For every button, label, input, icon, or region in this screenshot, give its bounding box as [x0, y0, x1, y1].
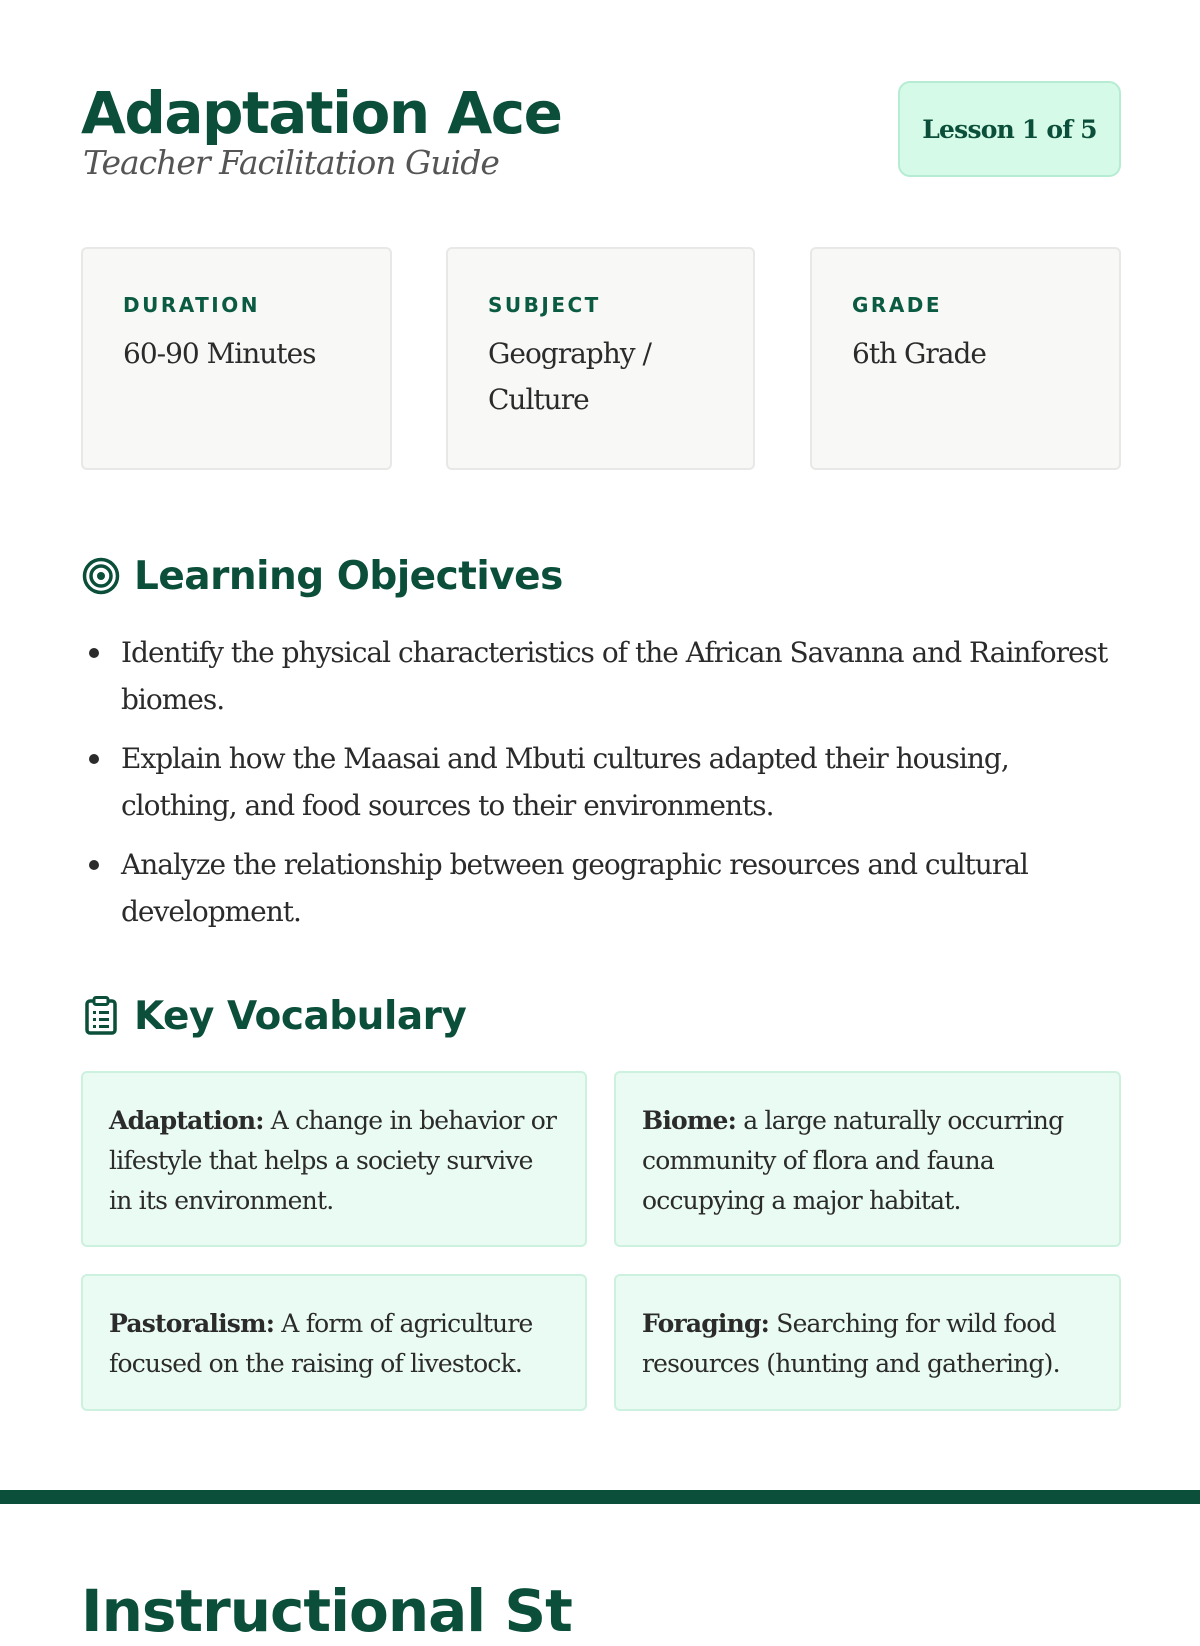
vocab-term: Adaptation: — [109, 1106, 264, 1135]
grade-value: 6th Grade — [852, 337, 986, 370]
target-icon — [81, 556, 121, 596]
grade-card — [810, 247, 1121, 470]
vocabulary-heading — [81, 988, 466, 1044]
page-title: Adaptation Ace — [81, 79, 562, 147]
vocab-card-biome — [614, 1071, 1121, 1247]
vocab-card-foraging — [614, 1274, 1121, 1411]
page-header — [81, 78, 1121, 198]
page-subtitle: Teacher Facilitation Guide — [83, 143, 499, 182]
grade-label: GRADE — [852, 293, 943, 317]
vocab-definition: Searching for wild food resources (hunting and gathering). — [642, 1309, 1060, 1378]
subject-label: SUBJECT — [488, 293, 601, 317]
subject-value: Geography / Culture — [488, 337, 651, 416]
objectives-title: Learning Objectives — [134, 553, 563, 599]
vocab-card-pastoralism — [81, 1274, 587, 1411]
vocabulary-title: Key Vocabulary — [134, 993, 467, 1039]
list-item — [81, 629, 1121, 723]
objective-text: Identify the physical characteristics of the African Savanna and Rainforest biomes. — [121, 636, 1108, 716]
list-item — [81, 841, 1121, 935]
clipboard-icon — [81, 996, 121, 1036]
objective-text: Explain how the Maasai and Mbuti cultures adapted their housing, clothing, and food sources to their environments. — [121, 742, 1009, 822]
vocab-term: Biome: — [642, 1106, 737, 1135]
next-section-title: Instructional St — [81, 1577, 572, 1645]
vocab-definition: A form of agriculture focused on the raising of livestock. — [109, 1309, 533, 1378]
duration-label: DURATION — [123, 293, 260, 317]
duration-value: 60-90 Minutes — [123, 337, 316, 370]
subject-card — [446, 247, 755, 470]
vocab-term: Pastoralism: — [109, 1309, 275, 1338]
objectives-list — [81, 629, 1121, 947]
vocab-card-adaptation — [81, 1071, 587, 1247]
info-cards — [81, 247, 1121, 470]
vocab-definition: a large naturally occurring community of flora and fauna occupying a major habitat. — [642, 1106, 1064, 1215]
list-item — [81, 735, 1121, 829]
lesson-badge: Lesson 1 of 5 — [898, 81, 1121, 177]
vocab-term: Foraging: — [642, 1309, 770, 1338]
section-divider — [0, 1490, 1200, 1504]
vocab-definition: A change in behavior or lifestyle that helps a society survive in its environment. — [109, 1106, 557, 1215]
objectives-heading — [81, 548, 563, 604]
duration-card — [81, 247, 392, 470]
objective-text: Analyze the relationship between geographic resources and cultural development. — [121, 848, 1028, 928]
